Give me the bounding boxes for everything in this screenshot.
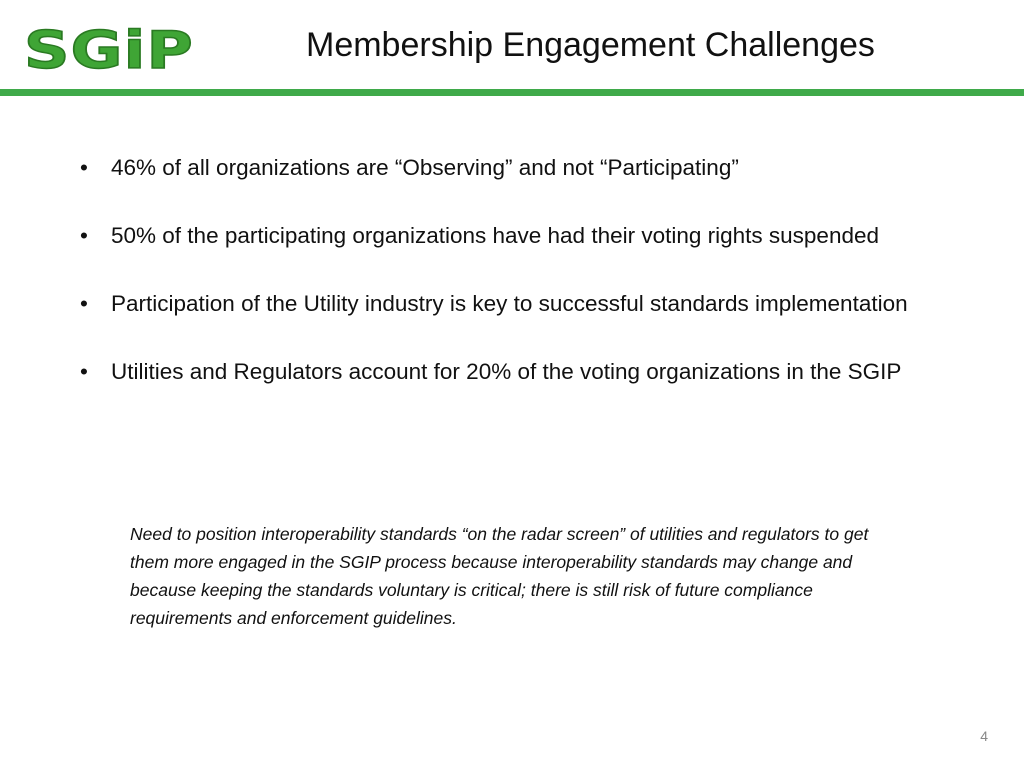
bullet-icon: •: [80, 155, 88, 180]
title-divider: [0, 89, 1024, 96]
bullet-icon: •: [80, 223, 88, 248]
bullet-icon: •: [80, 291, 88, 316]
page-number: 4: [980, 728, 988, 744]
bullet-text: 50% of the participating organizations have had their voting rights suspended: [111, 223, 879, 248]
list-item: [80, 355, 980, 389]
bullet-text: 46% of all organizations are “Observing” and not “Participating”: [111, 155, 739, 180]
bullet-text: Utilities and Regulators account for 20% of the voting organizations in the SGIP: [111, 359, 902, 384]
italic-note: Need to position interoperability standards “on the radar screen” of utilities and regulators to get them more engaged in the SGIP process because interoperability standards may change and because keeping the standards voluntary is critical; there is still risk of future compliance requirements and enforcement guidelines.: [130, 524, 869, 628]
list-item: [80, 219, 980, 253]
list-item: [80, 287, 980, 321]
bullet-text: Participation of the Utility industry is key to successful standards implementation: [111, 291, 908, 316]
sgip-logo-text: SGiP: [24, 26, 194, 70]
bullet-icon: •: [80, 359, 88, 384]
list-item: [80, 151, 980, 185]
sgip-logo: [24, 26, 196, 70]
bullet-list: [80, 151, 980, 423]
slide-title: Membership Engagement Challenges: [306, 26, 875, 64]
